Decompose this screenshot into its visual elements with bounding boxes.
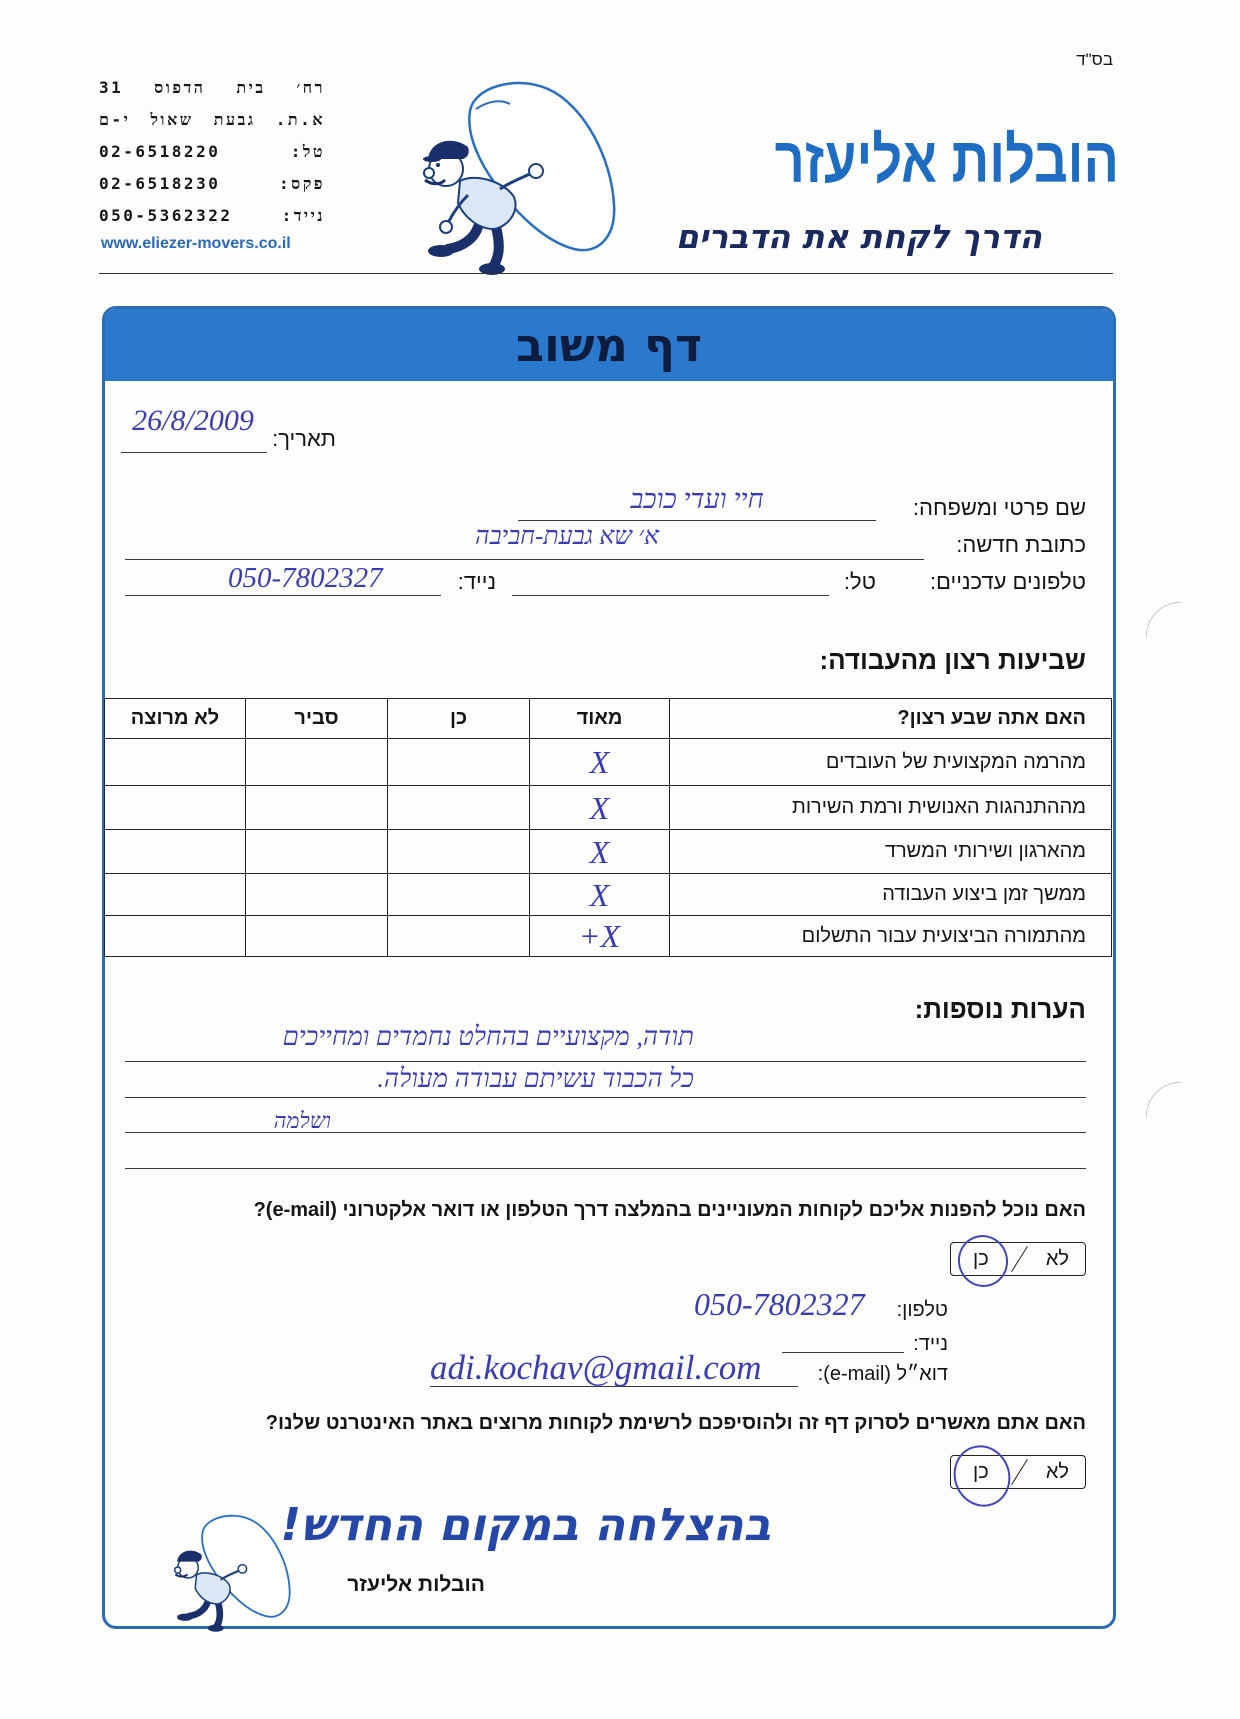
referral-phone-label: טלפון: [896,1299,948,1321]
column-header-very: מאוד [530,699,670,739]
rating-mark-not-satisfied [105,786,246,830]
rating-mark-not-satisfied [105,739,246,786]
header-divider [99,273,1113,274]
table-row [105,874,1112,916]
satisfaction-section-title: שביעות רצון מהעבודה: [819,645,1086,675]
referral-question: האם נוכל להפנות אליכם לקוחות המעוניינים בהמלצה דרך הטלפון או דואר אלקטרוני (e-mail)? [253,1199,1086,1221]
mover-carrying-sack-icon [165,1512,292,1633]
rating-mark-very: X [530,739,670,786]
rating-mark-yes [388,786,530,830]
publish-question: האם אתם מאשרים לסרוק דף זה ולהוסיפכם לרשימת לקוחות מרוצים באתר האינטרנט שלנו? [265,1412,1086,1434]
tel-fill-line [512,595,829,596]
rating-mark-reasonable [246,874,388,916]
company-address-block [99,72,325,232]
table-header-row [105,699,1112,739]
name-fill-line [518,520,876,521]
form-title: דף משוב [515,318,703,372]
comment-line-1: תודה, מקצועיים בהחלט נחמדים ומחייכים [282,1022,694,1051]
rating-mark-reasonable [246,739,388,786]
date-value: 26/8/2009 [132,404,254,437]
rating-mark-very: X [530,830,670,874]
rating-mark-not-satisfied [105,874,246,916]
publish-consent-options [950,1455,1086,1489]
row-label: מהארגון ושירותי המשרד [670,830,1112,874]
table-row [105,786,1112,830]
table-row [105,739,1112,786]
comment-line-2: כל הכבוד עשיתם עבודה מעולה. [377,1064,694,1093]
rating-mark-reasonable [246,916,388,957]
closing-wish: בהצלחה במקום החדש! [280,1498,771,1551]
rating-mark-not-satisfied [105,916,246,957]
referral-email-fill-line [430,1386,798,1387]
comment-fill-line [125,1132,1086,1133]
rating-mark-yes [388,739,530,786]
company-name-title: הובלות אליעזר [774,124,1119,196]
row-label: מההתנהגות האנושית ורמת השירות [670,786,1112,830]
comments-section-title: הערות נוספות: [914,994,1086,1024]
column-header-reasonable: סביר [246,699,388,739]
option-yes: כן [973,1461,989,1483]
table-row [105,830,1112,874]
hole-punch-mark [1146,1082,1181,1117]
referral-consent-options [950,1242,1086,1276]
table-row [105,916,1112,957]
rating-mark-yes [388,830,530,874]
address-mobile: נייד: 050-5362322 [99,206,325,225]
comment-fill-line [125,1168,1086,1169]
mobile-value: 050-7802327 [228,562,383,594]
row-label: ממשך זמן ביצוע העבודה [670,874,1112,916]
rating-mark-very: X [530,874,670,916]
footer-company-name: הובלות אליעזר [347,1573,485,1596]
referral-mobile-label: נייד: [913,1333,948,1355]
address-label: כתובת חדשה: [956,532,1086,557]
bsd-mark: בס"ד [1076,50,1113,69]
address-area: א.ת. גבעת שאול י-ם [99,110,325,129]
form-title-band [105,309,1113,381]
mobile-fill-line [125,595,441,596]
referral-mobile-fill-line [782,1352,904,1353]
row-label: מהרמה המקצועית של העובדים [670,739,1112,786]
row-label: מהתמורה הביצועית עבור התשלום [670,916,1112,957]
mover-carrying-sack-icon [408,77,618,277]
address-phone: טל: 02-6518220 [99,142,325,161]
date-fill-line [121,452,267,453]
rating-mark-not-satisfied [105,830,246,874]
column-header-not-satisfied: לא מרוצה [105,699,246,739]
comment-fill-line [125,1061,1086,1062]
referral-email-label: דוא״ל (e-mail): [817,1363,948,1385]
address-fill-line [125,559,924,560]
referral-phone-value: 050-7802327 [694,1286,865,1322]
phones-label: טלפונים עדכניים: [929,569,1086,594]
question-column-header: האם אתה שבע רצון? [670,699,1112,739]
name-label: שם פרטי ומשפחה: [912,495,1086,520]
mobile-label: נייד: [457,569,496,594]
date-label: תאריך: [272,426,336,451]
name-value: חיי ועדי כוכב [630,484,764,514]
hole-punch-mark [1146,602,1181,637]
company-website: www.eliezer-movers.co.il [101,235,291,252]
referral-email-value: adi.kochav@gmail.com [430,1348,762,1387]
address-street: רח׳ בית הדפוס 31 [99,78,325,97]
rating-mark-yes [388,874,530,916]
comment-line-3: ושלמה [273,1108,331,1133]
rating-mark-very: X+ [530,916,670,957]
satisfaction-table [104,698,1112,957]
company-tagline: הדרך לקחת את הדברים [675,217,1042,256]
option-divider [1011,1246,1028,1272]
rating-mark-very: X [530,786,670,830]
tel-label: טל: [843,569,876,594]
rating-mark-reasonable [246,786,388,830]
option-no: לא [1045,1248,1069,1270]
comment-fill-line [125,1097,1086,1098]
option-no: לא [1045,1461,1069,1483]
rating-mark-yes [388,916,530,957]
address-value: א׳ שא גבעת-חביבה [474,523,660,550]
column-header-yes: כן [388,699,530,739]
option-yes: כן [973,1248,989,1270]
option-divider [1011,1459,1028,1485]
rating-mark-reasonable [246,830,388,874]
address-fax: פקס: 02-6518230 [99,174,325,193]
